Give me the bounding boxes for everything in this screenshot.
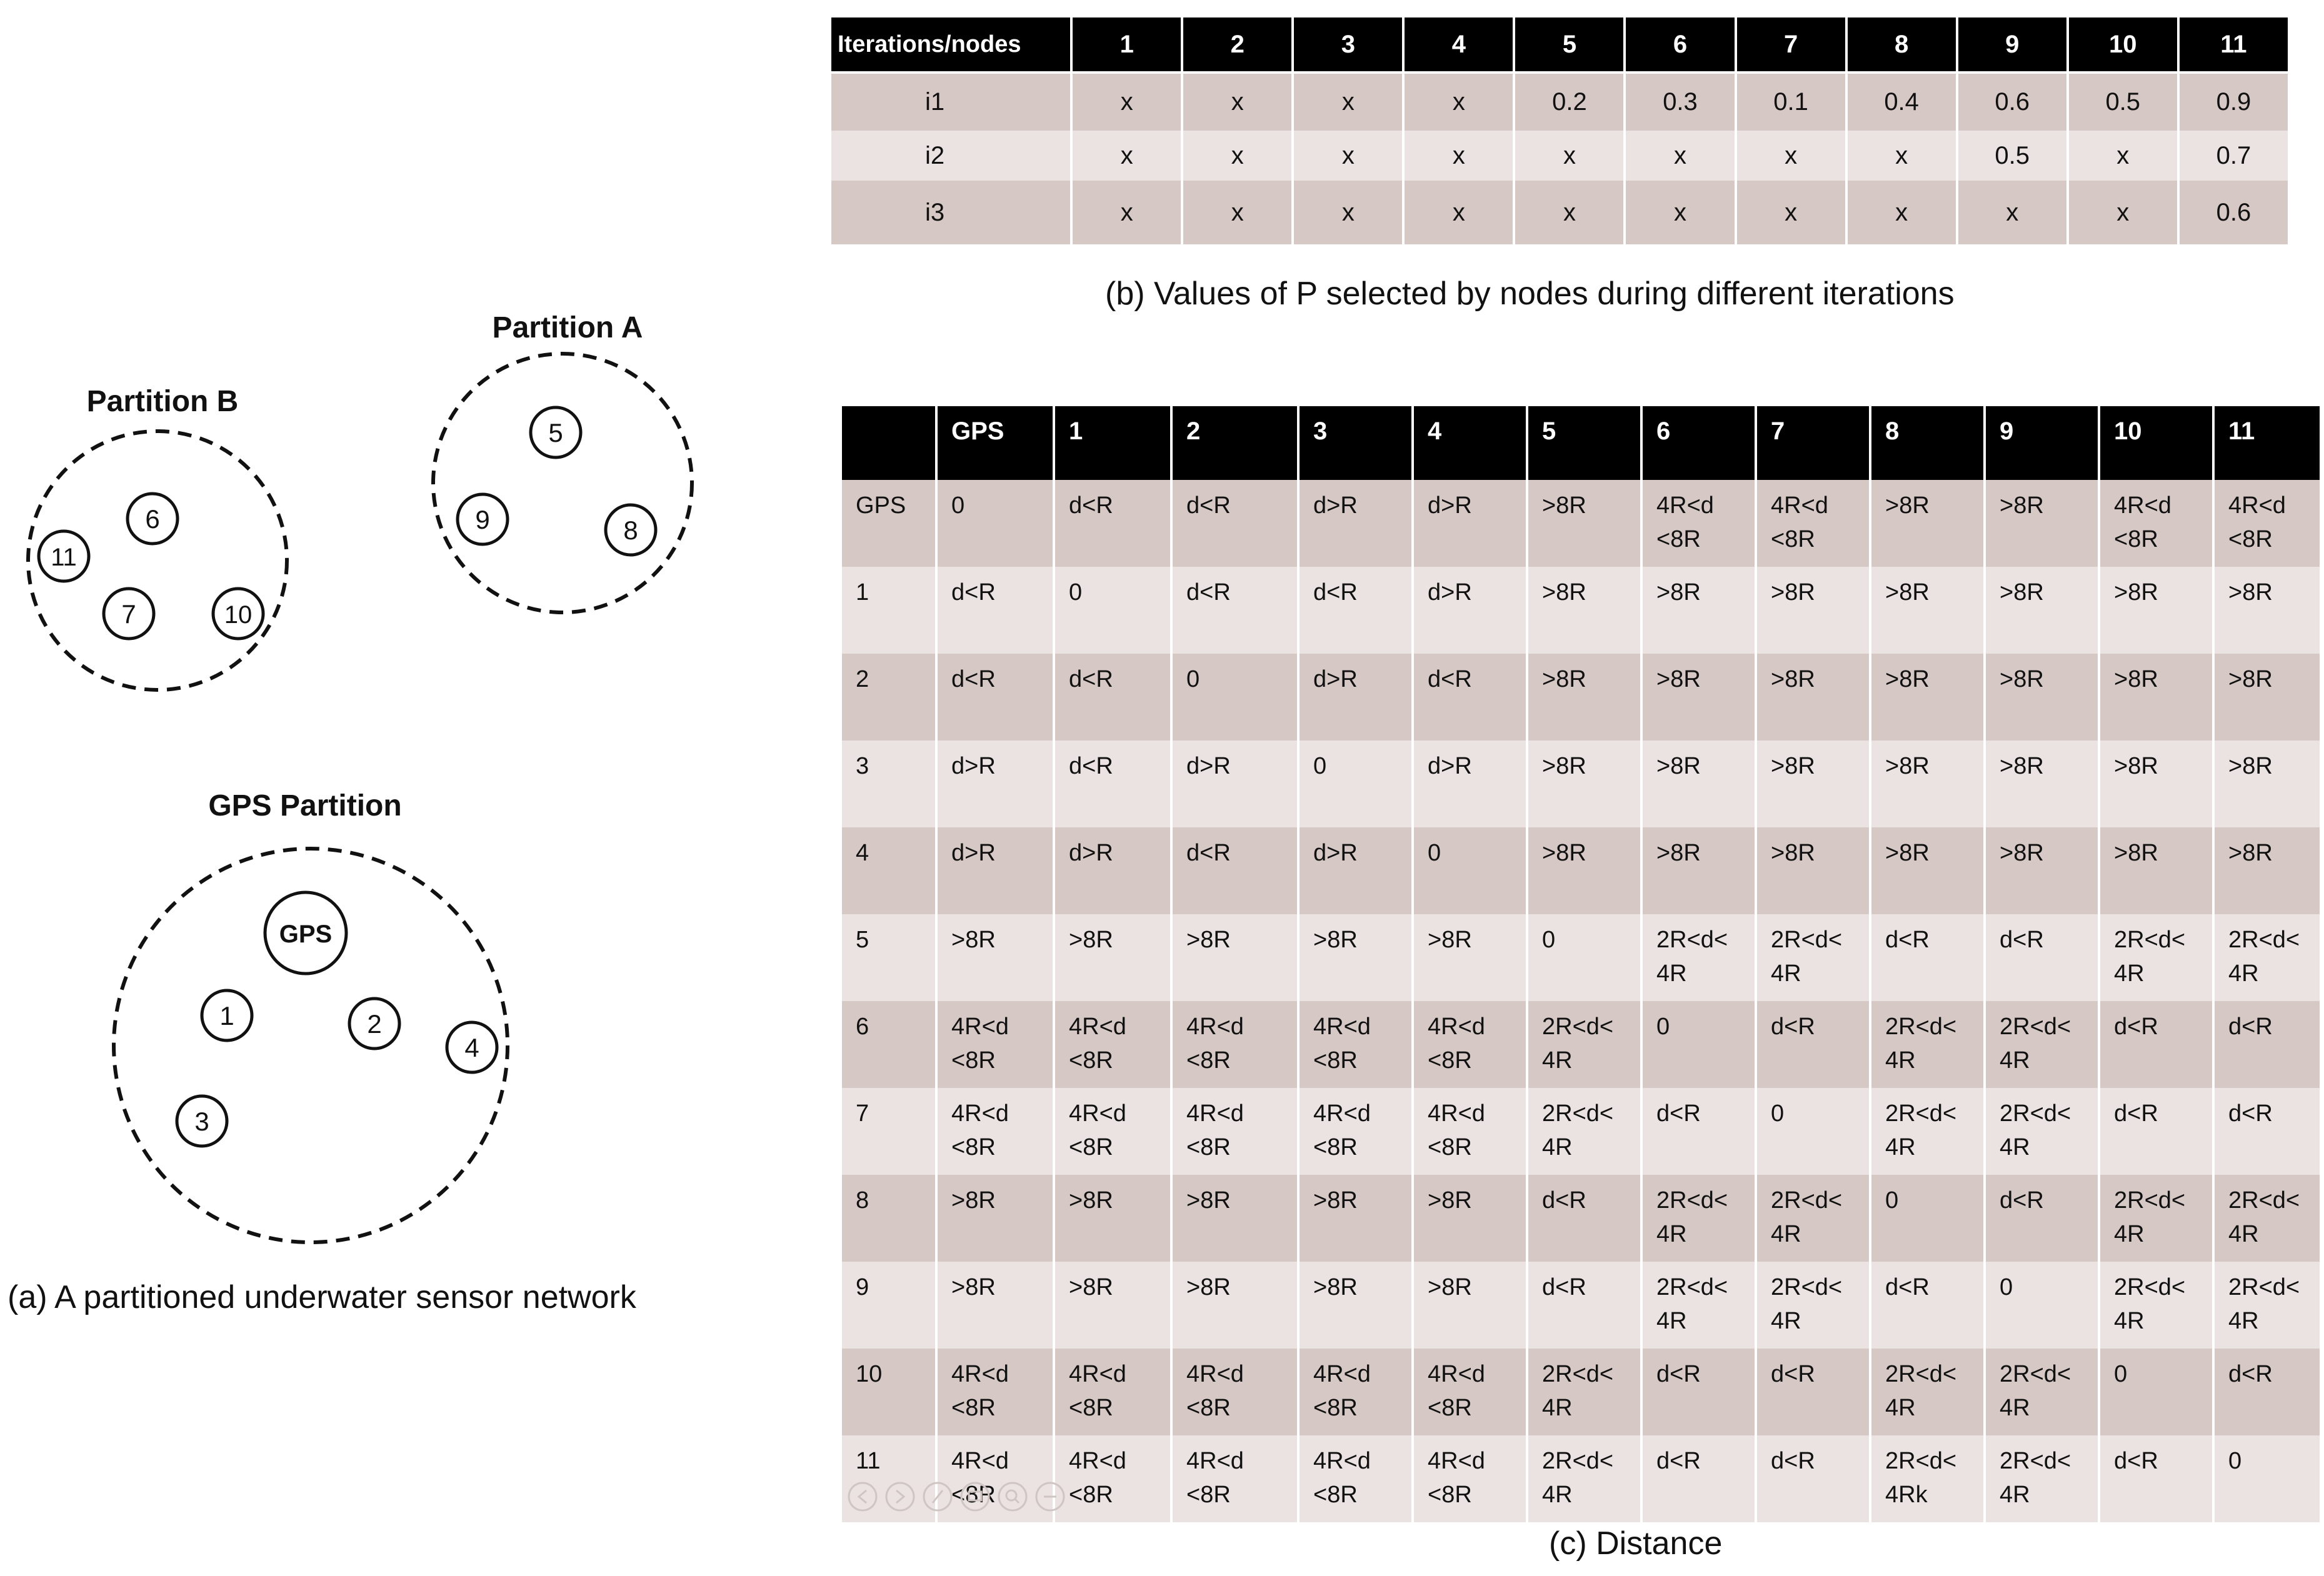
table-cell: i1 — [830, 72, 1071, 131]
table-cell: x — [1403, 181, 1514, 244]
table-cell: 0.2 — [1514, 72, 1625, 131]
table-cell: d<R — [1171, 567, 1298, 654]
table-cell: d>R — [1171, 741, 1298, 827]
table-cell: 4R<d <8R — [1171, 1435, 1298, 1522]
table-cell: d<R — [2213, 1001, 2321, 1088]
node-label: 4 — [464, 1033, 479, 1062]
header-cell — [841, 406, 936, 480]
table-c-caption: (c) Distance — [1549, 1525, 1723, 1562]
table-cell: 8 — [841, 1175, 936, 1262]
table-cell: 2R<d< 4R — [1527, 1349, 1641, 1435]
table-cell: 4R<d <8R — [2213, 480, 2321, 567]
node — [128, 494, 178, 544]
node — [39, 531, 89, 581]
table-cell: d<R — [1171, 480, 1298, 567]
partition-a — [433, 311, 692, 612]
table-cell: d>R — [1413, 480, 1527, 567]
table-cell: d<R — [2099, 1088, 2213, 1175]
table-cell: >8R — [1171, 1262, 1298, 1349]
header-cell: 2 — [1171, 406, 1298, 480]
table-cell: x — [1182, 131, 1293, 181]
table-cell: 2R<d< 4R — [1641, 914, 1756, 1001]
table-row — [841, 914, 2321, 1001]
table-cell: >8R — [1756, 741, 1870, 827]
table-cell: >8R — [936, 914, 1054, 1001]
table-cell: 2R<d< 4R — [1985, 1001, 2099, 1088]
table-cell: d<R — [1527, 1262, 1641, 1349]
table-cell: 4R<d <8R — [1171, 1088, 1298, 1175]
table-cell: >8R — [1756, 827, 1870, 914]
table-row — [841, 1175, 2321, 1262]
table-cell: >8R — [1985, 827, 2099, 914]
node-label: 6 — [145, 504, 160, 534]
table-cell: 0 — [936, 480, 1054, 567]
table-cell: i3 — [830, 181, 1071, 244]
header-cell: 2 — [1182, 16, 1293, 72]
table-cell: x — [2068, 131, 2178, 181]
header-cell: 9 — [1985, 406, 2099, 480]
table-cell: 2R<d< 4R — [2099, 914, 2213, 1001]
table-cell: 4R<d <8R — [936, 1088, 1054, 1175]
table-row — [830, 181, 2289, 244]
table-cell: d>R — [936, 741, 1054, 827]
table-cell: 0 — [1054, 567, 1171, 654]
table-cell: d<R — [1641, 1349, 1756, 1435]
table-cell: d<R — [1870, 1262, 1985, 1349]
header-cell: 1 — [1071, 16, 1182, 72]
table-cell: 2R<d< 4R — [2099, 1175, 2213, 1262]
table-cell: 10 — [841, 1349, 936, 1435]
table-cell: 2R<d< 4R — [1527, 1001, 1641, 1088]
table-row — [841, 827, 2321, 914]
table-cell: d<R — [1756, 1435, 1870, 1522]
table-cell: 0.5 — [1957, 131, 2068, 181]
header-cell: 7 — [1756, 406, 1870, 480]
table-cell: >8R — [1527, 567, 1641, 654]
node — [458, 494, 508, 544]
table-cell: d<R — [1756, 1001, 1870, 1088]
table-cell: d<R — [1171, 827, 1298, 914]
table-cell: 0 — [1985, 1262, 2099, 1349]
table-cell: 4R<d <8R — [1298, 1349, 1413, 1435]
table-row — [841, 1088, 2321, 1175]
table-cell: 4R<d <8R — [1171, 1001, 1298, 1088]
table-cell: 0 — [1527, 914, 1641, 1001]
table-cell: 4R<d <8R — [1641, 480, 1756, 567]
node-label: 10 — [224, 601, 253, 629]
node — [202, 990, 252, 1040]
slideshow-toolbar[interactable] — [844, 1478, 1069, 1515]
header-cell: 5 — [1514, 16, 1625, 72]
header-cell: GPS — [936, 406, 1054, 480]
table-row — [841, 567, 2321, 654]
table-cell: x — [1846, 131, 1957, 181]
play-icon[interactable] — [886, 1483, 914, 1510]
header-cell: 7 — [1736, 16, 1846, 72]
node — [531, 407, 581, 457]
table-cell: x — [1736, 131, 1846, 181]
table-header-row — [830, 16, 2289, 72]
table-cell: d<R — [1298, 567, 1413, 654]
table-cell: 4 — [841, 827, 936, 914]
table-cell: >8R — [1054, 1175, 1171, 1262]
table-cell: d>R — [1413, 741, 1527, 827]
table-cell: >8R — [1985, 567, 2099, 654]
table-cell: >8R — [1870, 827, 1985, 914]
table-cell: >8R — [1985, 741, 2099, 827]
node — [177, 1096, 227, 1146]
table-cell: d>R — [936, 827, 1054, 914]
header-cell: 4 — [1403, 16, 1514, 72]
table-cell: 2R<d< 4R — [1756, 1175, 1870, 1262]
table-cell: 4R<d <8R — [1298, 1001, 1413, 1088]
table-row — [841, 654, 2321, 741]
table-cell: x — [1625, 181, 1735, 244]
node — [349, 999, 399, 1049]
partition-label: Partition A — [492, 311, 643, 344]
table-cell: >8R — [2213, 827, 2321, 914]
table-cell: x — [1403, 72, 1514, 131]
header-cell: 11 — [2213, 406, 2321, 480]
table-cell: >8R — [1756, 567, 1870, 654]
table-b-caption: (b) Values of P selected by nodes during different iterations — [1105, 276, 1955, 312]
table-cell: x — [1293, 181, 1403, 244]
table-cell: 0 — [2099, 1349, 2213, 1435]
table-cell: >8R — [1413, 1262, 1527, 1349]
table-cell: 4R<d <8R — [1054, 1349, 1171, 1435]
table-cell: >8R — [1756, 654, 1870, 741]
table-cell: >8R — [1527, 827, 1641, 914]
node — [606, 505, 656, 555]
node-label: 8 — [623, 516, 638, 545]
node-label: GPS — [279, 920, 333, 948]
table-cell: 0.3 — [1625, 72, 1735, 131]
distance-table — [839, 406, 2322, 1522]
table-cell: 5 — [841, 914, 936, 1001]
table-cell: >8R — [2099, 567, 2213, 654]
table-cell: 2R<d< 4R — [1527, 1088, 1641, 1175]
table-cell: 2R<d< 4R — [1756, 1262, 1870, 1349]
table-cell: >8R — [1985, 654, 2099, 741]
table-cell: >8R — [1413, 914, 1527, 1001]
table-cell: >8R — [1298, 1262, 1413, 1349]
diagram-caption: (a) A partitioned underwater sensor network — [8, 1279, 636, 1315]
table-cell: 4R<d <8R — [1413, 1088, 1527, 1175]
table-cell: 4R<d <8R — [1171, 1349, 1298, 1435]
table-cell: 4R<d <8R — [1054, 1088, 1171, 1175]
table-cell: 4R<d <8R — [936, 1001, 1054, 1088]
table-cell: 2R<d< 4R — [2213, 914, 2321, 1001]
table-cell: >8R — [1527, 741, 1641, 827]
table-cell: d<R — [2099, 1001, 2213, 1088]
table-cell: >8R — [1641, 654, 1756, 741]
table-cell: d>R — [1054, 827, 1171, 914]
table-cell: x — [1625, 131, 1735, 181]
node-label: 2 — [367, 1009, 382, 1039]
table-cell: >8R — [2213, 654, 2321, 741]
table-cell: >8R — [1641, 567, 1756, 654]
table-cell: i2 — [830, 131, 1071, 181]
table-cell: >8R — [2099, 741, 2213, 827]
table-cell: 2R<d< 4Rk — [1870, 1435, 1985, 1522]
table-cell: >8R — [1870, 741, 1985, 827]
table-cell: d>R — [1298, 480, 1413, 567]
header-cell: Iterations/nodes — [830, 16, 1071, 72]
zoom-icon[interactable] — [999, 1483, 1026, 1510]
table-cell: >8R — [936, 1262, 1054, 1349]
node — [213, 589, 263, 639]
table-header-row — [841, 406, 2321, 480]
table-cell: x — [1182, 181, 1293, 244]
table-cell: 2R<d< 4R — [1870, 1088, 1985, 1175]
table-cell: d<R — [2099, 1435, 2213, 1522]
node — [447, 1022, 497, 1072]
table-cell: >8R — [2213, 567, 2321, 654]
table-cell: 4R<d <8R — [936, 1435, 1054, 1522]
table-cell: 2R<d< 4R — [1870, 1349, 1985, 1435]
table-cell: d>R — [1413, 567, 1527, 654]
table-cell: d<R — [1054, 654, 1171, 741]
table-cell: 6 — [841, 1001, 936, 1088]
table-cell: x — [1182, 72, 1293, 131]
header-cell: 8 — [1870, 406, 1985, 480]
node — [265, 892, 346, 974]
table-cell: x — [1293, 131, 1403, 181]
table-cell: 2 — [841, 654, 936, 741]
table-cell: d<R — [1985, 1175, 2099, 1262]
header-cell: 3 — [1298, 406, 1413, 480]
table-cell: x — [1403, 131, 1514, 181]
table-cell: 0 — [1641, 1001, 1756, 1088]
table-cell: 0.5 — [2068, 72, 2178, 131]
table-cell: >8R — [1054, 1262, 1171, 1349]
node-label: 1 — [219, 1001, 234, 1030]
header-cell: 10 — [2068, 16, 2178, 72]
table-cell: >8R — [1413, 1175, 1527, 1262]
table-cell: >8R — [2099, 827, 2213, 914]
table-cell: d<R — [2213, 1088, 2321, 1175]
table-cell: 0.4 — [1846, 72, 1957, 131]
header-cell: 4 — [1413, 406, 1527, 480]
table-cell: x — [1071, 181, 1182, 244]
table-cell: 1 — [841, 567, 936, 654]
header-cell: 10 — [2099, 406, 2213, 480]
table-cell: 2R<d< 4R — [1756, 914, 1870, 1001]
node-label: 3 — [194, 1107, 209, 1136]
table-cell: >8R — [1054, 914, 1171, 1001]
table-cell: 4R<d <8R — [1413, 1349, 1527, 1435]
table-cell: 0.1 — [1736, 72, 1846, 131]
table-cell: 0 — [1298, 741, 1413, 827]
table-cell: 0 — [2213, 1435, 2321, 1522]
header-cell: 3 — [1293, 16, 1403, 72]
table-cell: >8R — [1527, 654, 1641, 741]
table-cell: 9 — [841, 1262, 936, 1349]
table-cell: 4R<d <8R — [1413, 1001, 1527, 1088]
table-cell: >8R — [1527, 480, 1641, 567]
table-cell: d<R — [1527, 1175, 1641, 1262]
table-cell: 2R<d< 4R — [1985, 1349, 2099, 1435]
table-cell: d<R — [1413, 654, 1527, 741]
header-cell: 8 — [1846, 16, 1957, 72]
header-cell: 6 — [1625, 16, 1735, 72]
table-cell: 0.7 — [2178, 131, 2289, 181]
table-cell: 0 — [1413, 827, 1527, 914]
table-cell: 4R<d <8R — [1054, 1435, 1171, 1522]
table-cell: 3 — [841, 741, 936, 827]
table-cell: >8R — [1870, 654, 1985, 741]
table-cell: d<R — [1641, 1435, 1756, 1522]
table-cell: >8R — [2213, 741, 2321, 827]
rewind-icon[interactable] — [849, 1483, 876, 1510]
table-cell: d>R — [1298, 827, 1413, 914]
table-cell: >8R — [1641, 827, 1756, 914]
header-cell: 9 — [1957, 16, 2068, 72]
table-cell: x — [1293, 72, 1403, 131]
table-cell: GPS — [841, 480, 936, 567]
table-row — [841, 1262, 2321, 1349]
table-cell: x — [1736, 181, 1846, 244]
table-cell: x — [1071, 131, 1182, 181]
table-cell: x — [1957, 181, 2068, 244]
table-cell: 2R<d< 4R — [2213, 1262, 2321, 1349]
table-cell: x — [1514, 131, 1625, 181]
table-row — [841, 1001, 2321, 1088]
table-cell: d<R — [1054, 480, 1171, 567]
table-cell: 4R<d <8R — [1054, 1001, 1171, 1088]
table-cell: 2R<d< 4R — [1985, 1088, 2099, 1175]
table-cell: >8R — [1298, 1175, 1413, 1262]
p-values-table — [829, 15, 2290, 244]
header-cell: 5 — [1527, 406, 1641, 480]
table-cell: 4R<d <8R — [1756, 480, 1870, 567]
table-cell: 11 — [841, 1435, 936, 1522]
table-cell: x — [2068, 181, 2178, 244]
table-row — [841, 480, 2321, 567]
table-cell: d<R — [2213, 1349, 2321, 1435]
header-cell: 6 — [1641, 406, 1756, 480]
table-cell: 2R<d< 4R — [2213, 1175, 2321, 1262]
table-cell: 0 — [1171, 654, 1298, 741]
table-cell: 0.6 — [2178, 181, 2289, 244]
table-cell: 4R<d <8R — [1413, 1435, 1527, 1522]
table-cell: 0.9 — [2178, 72, 2289, 131]
table-cell: >8R — [1171, 914, 1298, 1001]
header-cell: 1 — [1054, 406, 1171, 480]
table-cell: 2R<d< 4R — [1527, 1435, 1641, 1522]
node-label: 11 — [51, 544, 77, 571]
node-label: 5 — [548, 418, 563, 447]
table-cell: x — [1846, 181, 1957, 244]
table-cell: >8R — [1641, 741, 1756, 827]
table-cell: >8R — [936, 1175, 1054, 1262]
table-cell: >8R — [1298, 914, 1413, 1001]
table-cell: 4R<d <8R — [936, 1349, 1054, 1435]
table-cell: d<R — [1054, 741, 1171, 827]
node-label: 7 — [121, 599, 136, 629]
table-cell: 4R<d <8R — [1298, 1435, 1413, 1522]
table-cell: 0 — [1756, 1088, 1870, 1175]
table-cell: d<R — [936, 654, 1054, 741]
table-row — [830, 72, 2289, 131]
table-cell: >8R — [2099, 654, 2213, 741]
table-cell: 4R<d <8R — [2099, 480, 2213, 567]
table-cell: >8R — [1870, 480, 1985, 567]
table-cell: 2R<d< 4R — [1870, 1001, 1985, 1088]
table-row — [830, 131, 2289, 181]
table-cell: 2R<d< 4R — [1641, 1175, 1756, 1262]
node-label: 9 — [475, 505, 490, 534]
table-cell: 7 — [841, 1088, 936, 1175]
table-cell: x — [1071, 72, 1182, 131]
table-cell: d>R — [1298, 654, 1413, 741]
table-cell: 0.6 — [1957, 72, 2068, 131]
more-icon[interactable] — [1036, 1483, 1064, 1510]
partition-diagram — [0, 0, 719, 1576]
table-cell: 2R<d< 4R — [2099, 1262, 2213, 1349]
table-cell: 2R<d< 4R — [1641, 1262, 1756, 1349]
table-row — [841, 1349, 2321, 1435]
table-cell: d<R — [1985, 914, 2099, 1001]
table-cell: d<R — [1756, 1349, 1870, 1435]
partition-gps — [114, 789, 508, 1242]
table-cell: d<R — [1641, 1088, 1756, 1175]
table-cell: d<R — [1870, 914, 1985, 1001]
table-cell: 0 — [1870, 1175, 1985, 1262]
node — [104, 589, 154, 639]
table-cell: x — [1514, 181, 1625, 244]
table-cell: >8R — [1171, 1175, 1298, 1262]
table-cell: >8R — [1985, 480, 2099, 567]
table-cell: d<R — [936, 567, 1054, 654]
partition-b — [28, 385, 287, 690]
comment-icon[interactable] — [961, 1483, 989, 1510]
table-cell: >8R — [1870, 567, 1985, 654]
pen-icon[interactable] — [924, 1483, 951, 1510]
partition-label: GPS Partition — [208, 789, 402, 822]
table-cell: 4R<d <8R — [1298, 1088, 1413, 1175]
header-cell: 11 — [2178, 16, 2289, 72]
partition-label: Partition B — [86, 385, 239, 418]
table-row — [841, 741, 2321, 827]
table-cell: 2R<d< 4R — [1985, 1435, 2099, 1522]
